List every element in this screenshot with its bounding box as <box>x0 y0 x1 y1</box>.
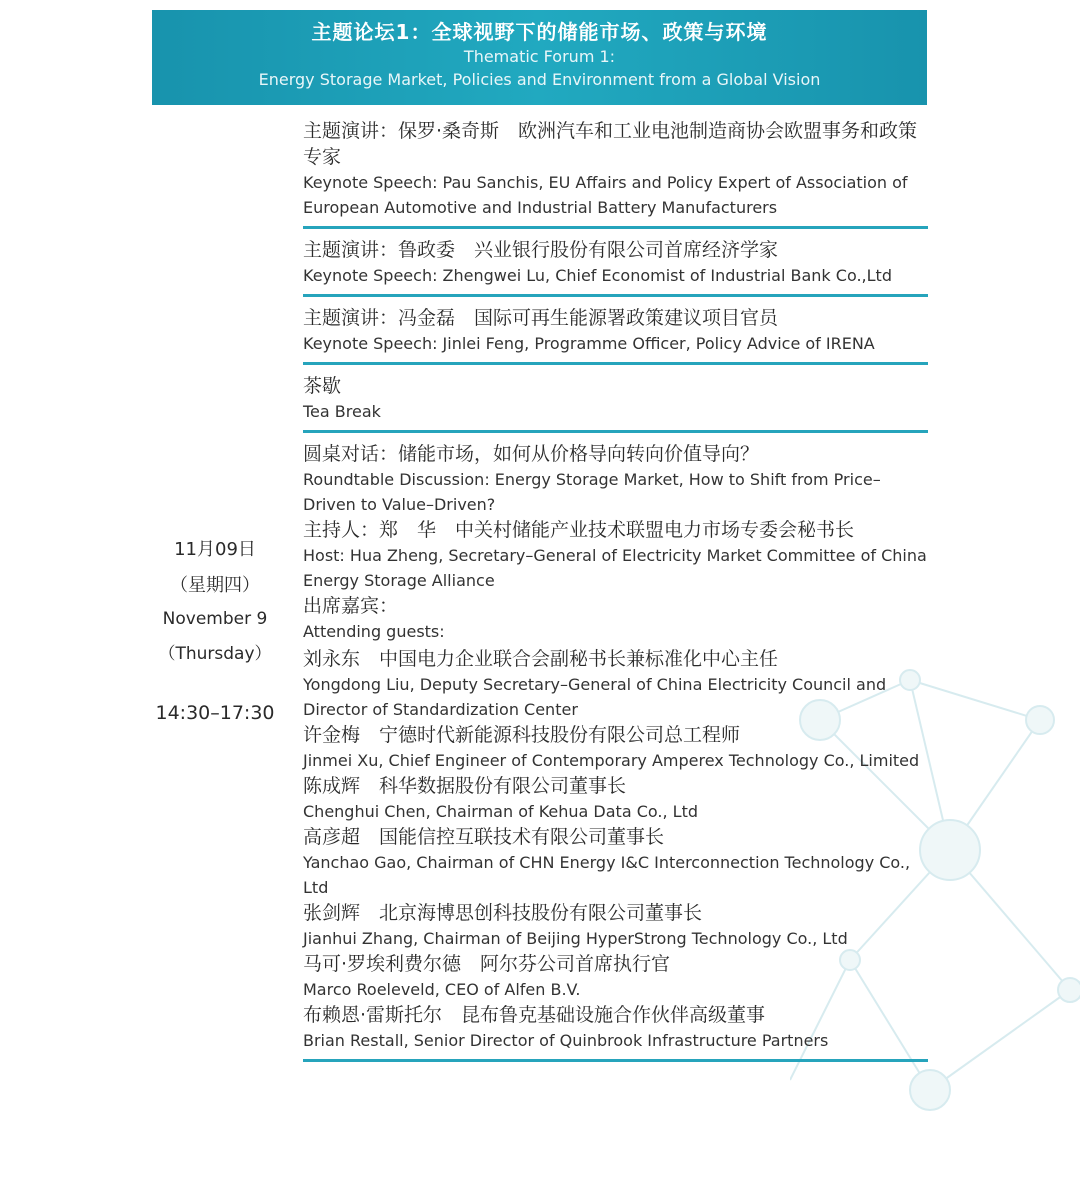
guest-en: Brian Restall, Senior Director of Quinbrook Infrastructure Partners <box>303 1031 829 1050</box>
guest-en: Marco Roeleveld, CEO of Alfen B.V. <box>303 980 581 999</box>
weekday-zh: （星期四） <box>170 575 260 596</box>
session-roundtable <box>303 441 928 1062</box>
session-keynote-2 <box>303 237 928 297</box>
session-title-zh: 主题演讲：保罗·桑奇斯 欧洲汽车和工业电池制造商协会欧盟事务和政策专家 <box>303 120 918 168</box>
date-column <box>140 535 290 724</box>
guest-en: Yanchao Gao, Chairman of CHN Energy I&C Interconnection Technology Co., Ltd <box>303 853 911 897</box>
date-en: November 9 <box>162 609 268 629</box>
guest-zh: 马可·罗埃利费尔德 阿尔芬公司首席执行官 <box>303 953 671 975</box>
time-range: 14:30–17:30 <box>155 702 275 724</box>
guest-en: Jinmei Xu, Chief Engineer of Contemporary Amperex Technology Co., Limited <box>303 751 920 770</box>
date-zh: 11月09日 <box>174 539 256 560</box>
guest-zh: 刘永东 中国电力企业联合会副秘书长兼标准化中心主任 <box>303 648 779 670</box>
forum-title-zh: 主题论坛1：全球视野下的储能市场、政策与环境 <box>311 20 768 44</box>
session-title-en: Keynote Speech: Jinlei Feng, Programme Officer, Policy Advice of IRENA <box>303 334 875 353</box>
guest-zh: 陈成辉 科华数据股份有限公司董事长 <box>303 775 627 797</box>
session-tea-break <box>303 373 928 433</box>
host-en: Host: Hua Zheng, Secretary–General of Electricity Market Committee of China Energy Storage Alliance <box>303 546 927 590</box>
guest-en: Yongdong Liu, Deputy Secretary–General of China Electricity Council and Director of Standardization Center <box>303 675 887 719</box>
guest-zh: 许金梅 宁德时代新能源科技股份有限公司总工程师 <box>303 724 741 746</box>
session-title-zh: 主题演讲：鲁政委 兴业银行股份有限公司首席经济学家 <box>303 239 779 261</box>
guest-en: Chenghui Chen, Chairman of Kehua Data Co., Ltd <box>303 802 698 821</box>
session-title-zh: 主题演讲：冯金磊 国际可再生能源署政策建议项目官员 <box>303 307 779 329</box>
guest-zh: 布赖恩·雷斯托尔 昆布鲁克基础设施合作伙伴高级董事 <box>303 1004 766 1026</box>
session-keynote-1 <box>303 118 928 229</box>
session-title-en: Tea Break <box>303 402 381 421</box>
guest-zh: 高彦超 国能信控互联技术有限公司董事长 <box>303 826 665 848</box>
agenda-content <box>303 116 928 1070</box>
forum-title-en-1: Thematic Forum 1: <box>463 47 616 66</box>
roundtable-title-zh: 圆桌对话：储能市场，如何从价格导向转向价值导向？ <box>303 443 760 465</box>
guests-label-en: Attending guests: <box>303 622 445 641</box>
guest-zh: 张剑辉 北京海博思创科技股份有限公司董事长 <box>303 902 703 924</box>
session-title-zh: 茶歇 <box>303 375 342 397</box>
guest-list <box>303 646 928 1053</box>
session-title-en: Keynote Speech: Pau Sanchis, EU Affairs and Policy Expert of Association of European Automotive and Industrial Battery Manufacturers <box>303 173 908 217</box>
guests-label-zh: 出席嘉宾： <box>303 595 399 617</box>
host-zh: 主持人：郑 华 中关村储能产业技术联盟电力市场专委会秘书长 <box>303 519 855 541</box>
roundtable-title-en: Roundtable Discussion: Energy Storage Market, How to Shift from Price–Driven to Value–Driven? <box>303 470 881 514</box>
session-title-en: Keynote Speech: Zhengwei Lu, Chief Economist of Industrial Bank Co.,Ltd <box>303 266 892 285</box>
forum-header <box>152 10 927 105</box>
guest-en: Jianhui Zhang, Chairman of Beijing HyperStrong Technology Co., Ltd <box>303 929 848 948</box>
weekday-en: （Thursday） <box>158 644 272 664</box>
session-keynote-3 <box>303 305 928 365</box>
forum-title-en-2: Energy Storage Market, Policies and Environment from a Global Vision <box>258 70 821 89</box>
